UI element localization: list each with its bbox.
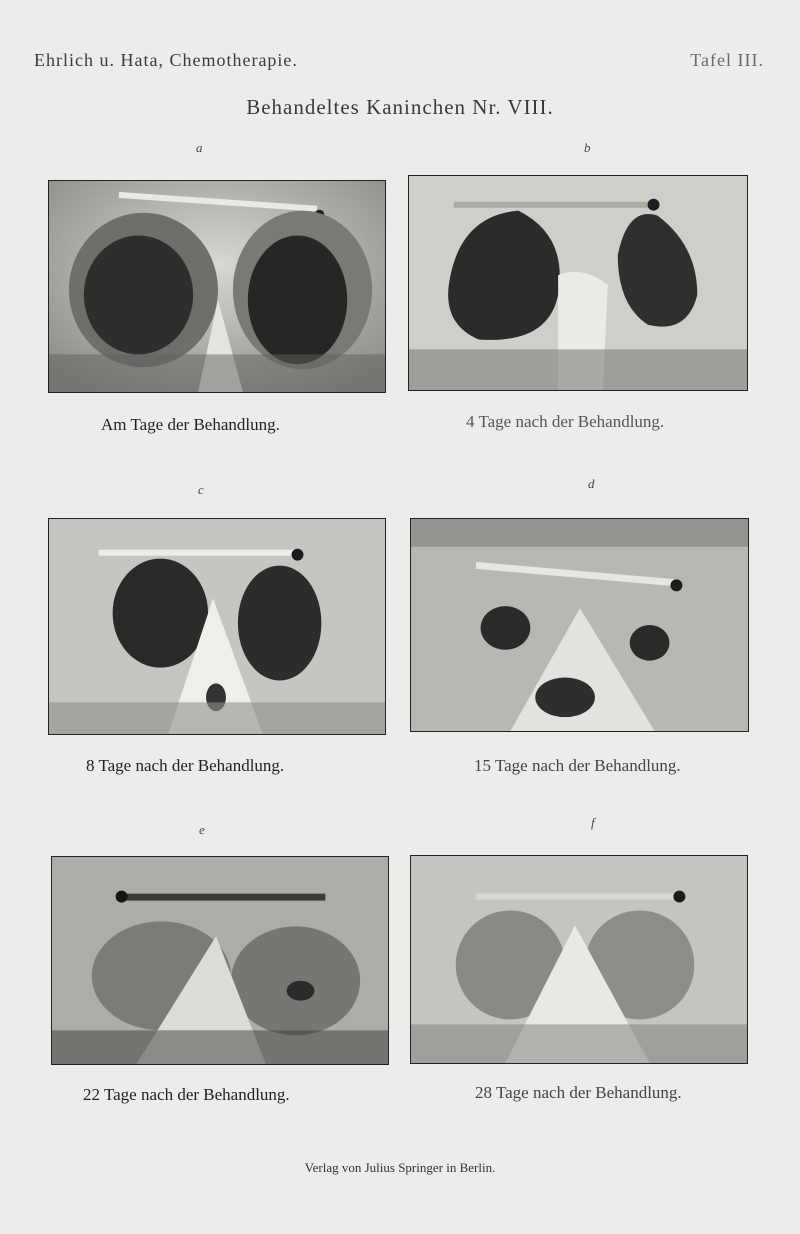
photo-plate-c bbox=[48, 518, 386, 735]
plate-letter-d: d bbox=[588, 476, 595, 491]
photo-plate-b bbox=[408, 175, 748, 391]
rabbit-photo-f bbox=[411, 856, 747, 1063]
rabbit-photo-d bbox=[411, 519, 748, 731]
plate-letter-f: f bbox=[591, 815, 595, 830]
rabbit-photo-e bbox=[52, 857, 388, 1064]
page-title: Behandeltes Kaninchen Nr. VIII. bbox=[246, 95, 554, 119]
rabbit-photo-c bbox=[49, 519, 385, 734]
publisher-footer: Verlag von Julius Springer in Berlin. bbox=[304, 1160, 496, 1175]
caption-d: 15 Tage nach der Behandlung. bbox=[474, 756, 681, 775]
rabbit-photo-a bbox=[49, 181, 385, 392]
photo-plate-a bbox=[48, 180, 386, 393]
rabbit-photo-b bbox=[409, 176, 747, 390]
plate-letter-a: a bbox=[196, 140, 203, 155]
caption-f: 28 Tage nach der Behandlung. bbox=[475, 1083, 682, 1102]
plate-letter-c: c bbox=[198, 482, 204, 497]
caption-c: 8 Tage nach der Behandlung. bbox=[86, 756, 285, 775]
plate-letter-e: e bbox=[199, 822, 205, 837]
running-header-authors: Ehrlich u. Hata, Chemotherapie. bbox=[34, 50, 298, 70]
caption-b: 4 Tage nach der Behandlung. bbox=[466, 412, 665, 431]
plate-number: Tafel III. bbox=[690, 50, 764, 70]
plate-letter-b: b bbox=[584, 140, 591, 155]
caption-e: 22 Tage nach der Behandlung. bbox=[83, 1085, 290, 1104]
photo-plate-d bbox=[410, 518, 749, 732]
photo-plate-e bbox=[51, 856, 389, 1065]
caption-a: Am Tage der Behandlung. bbox=[101, 415, 280, 434]
photo-plate-f bbox=[410, 855, 748, 1064]
